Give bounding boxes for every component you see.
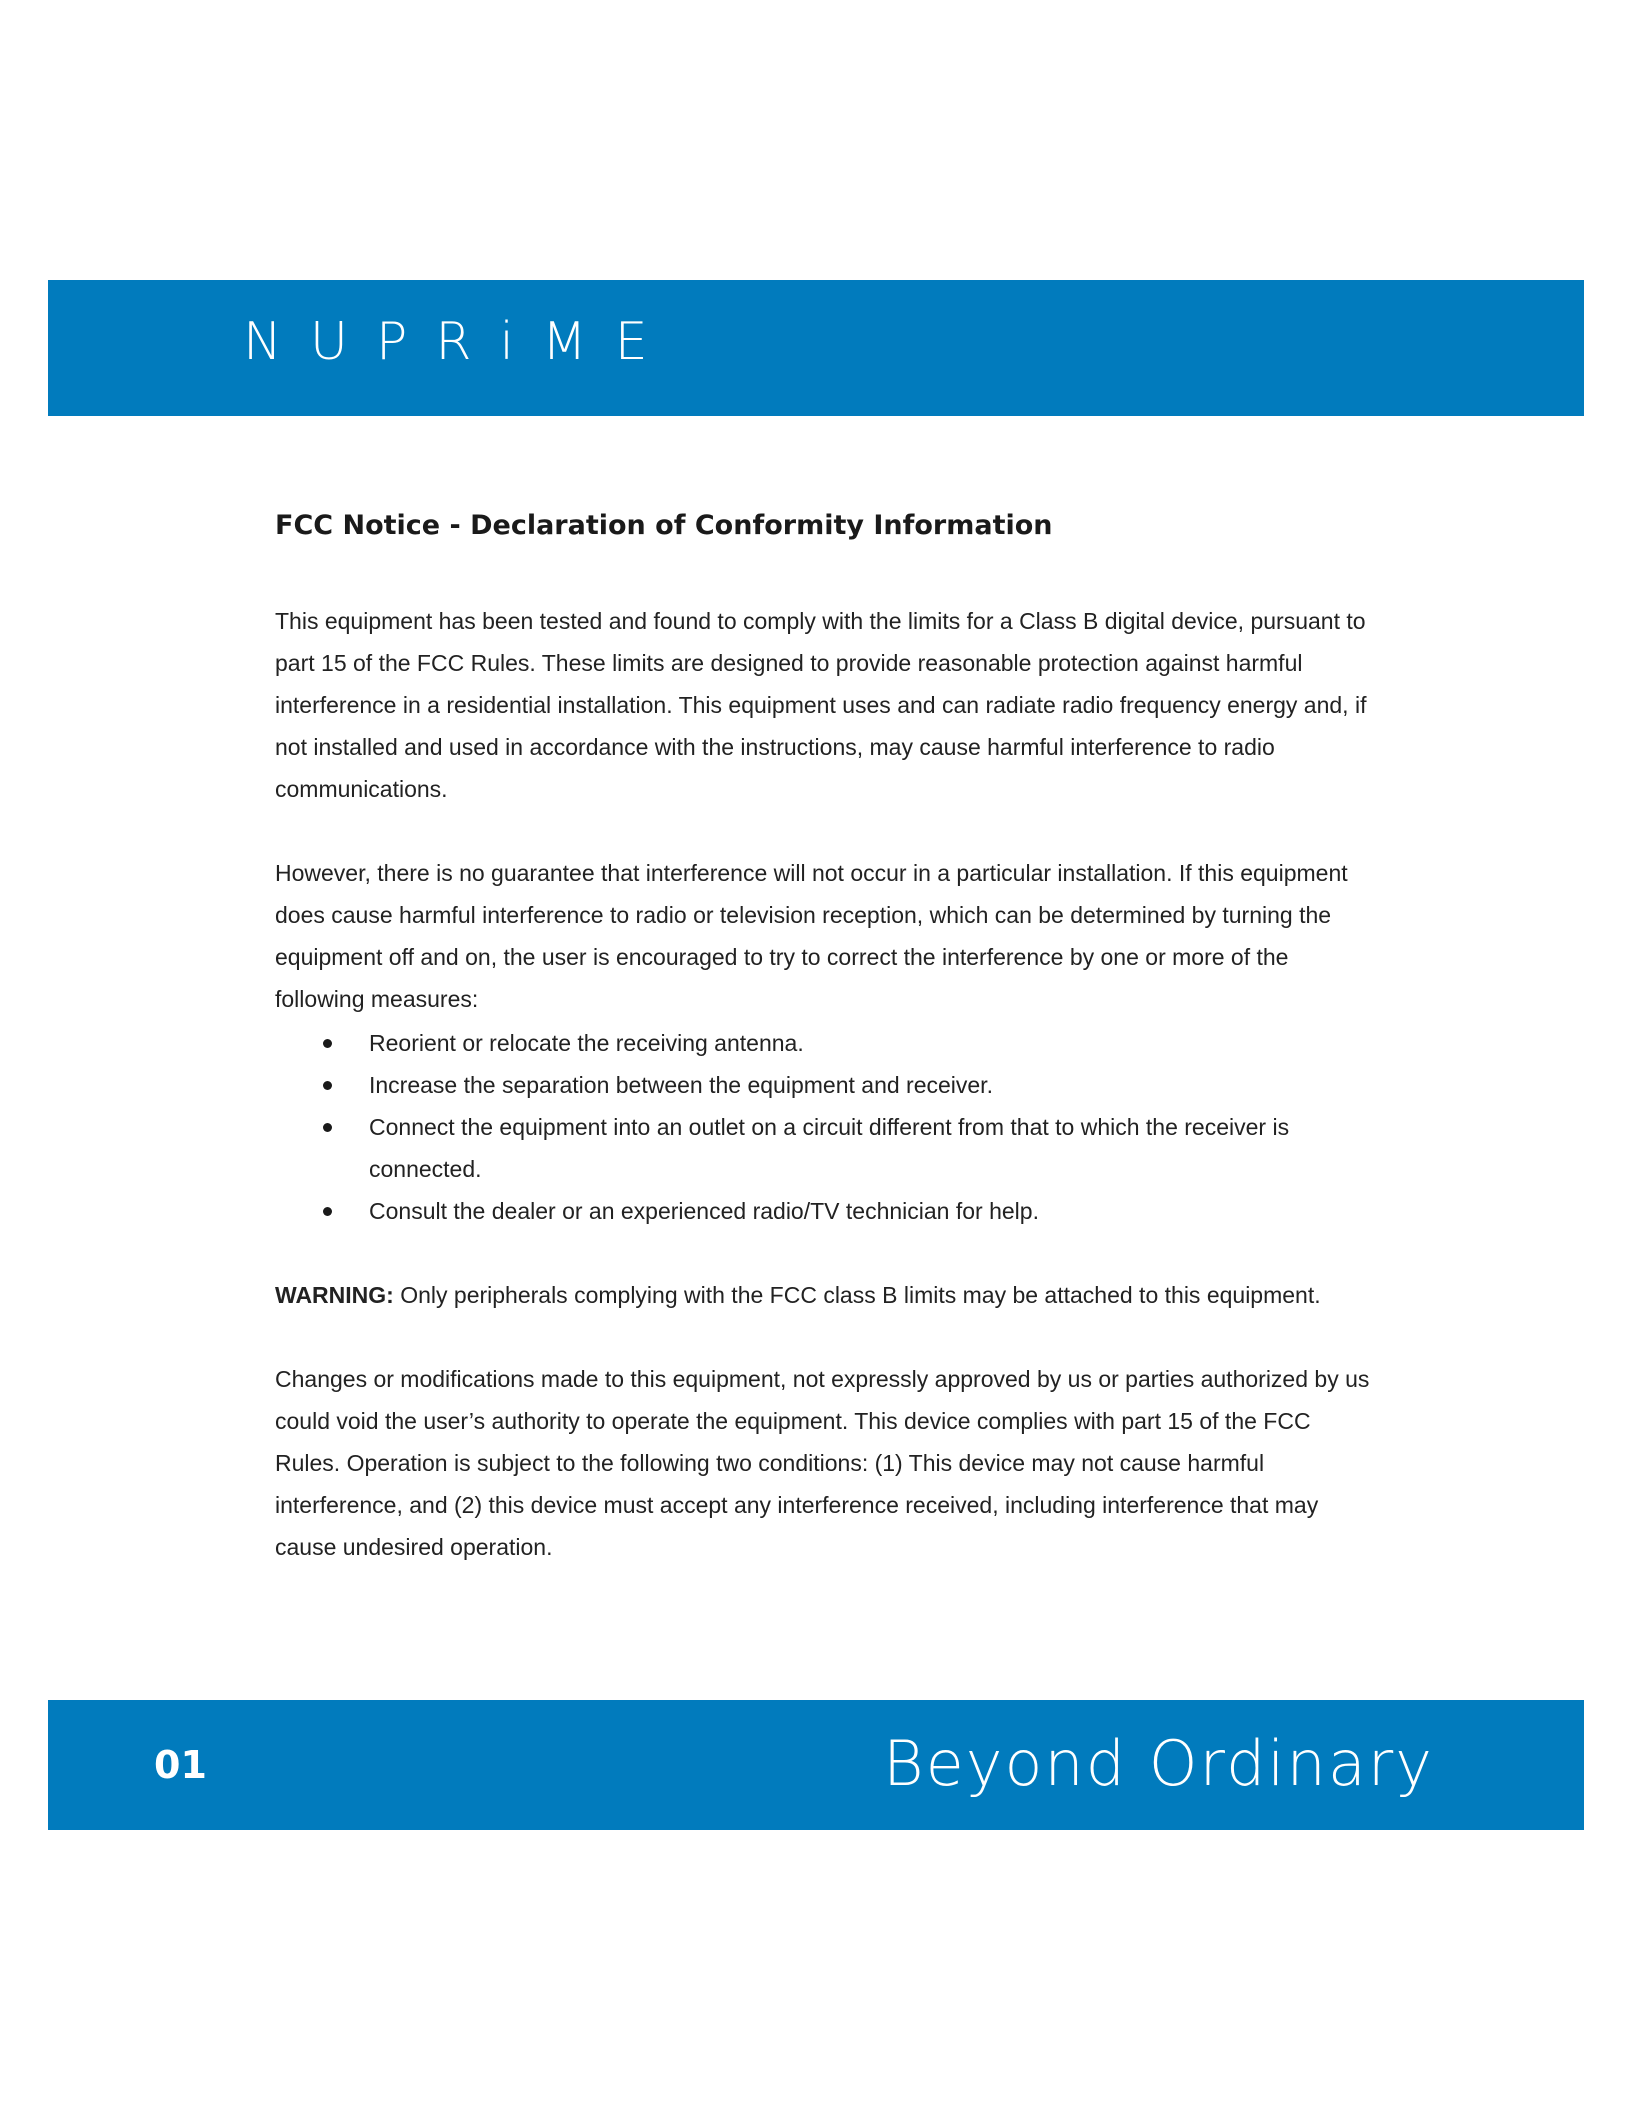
measure-text: Connect the equipment into an outlet on a circuit different from that to which the receiver is connected. bbox=[369, 1114, 1290, 1182]
header-band bbox=[48, 280, 1584, 416]
list-item bbox=[275, 1022, 1375, 1064]
paragraph-interference: However, there is no guarantee that interference will not occur in a particular installation. If this equipment does cause harmful interference to radio or television reception, which can be determined by turning the equipment off and on, the user is encouraged to try to correct the interference by one or more of the following measures: bbox=[275, 860, 1348, 1012]
bullet-icon bbox=[323, 1081, 332, 1090]
warning-text: Only peripherals complying with the FCC class B limits may be attached to this equipment. bbox=[393, 1282, 1321, 1308]
measure-text: Consult the dealer or an experienced radio/TV technician for help. bbox=[369, 1198, 1039, 1224]
warning-label: WARNING: bbox=[275, 1282, 394, 1308]
list-item bbox=[275, 1106, 1375, 1190]
tagline: Beyond Ordinary bbox=[883, 1727, 1434, 1800]
document-title: FCC Notice - Declaration of Conformity Information bbox=[275, 510, 1053, 541]
bullet-icon bbox=[323, 1207, 332, 1216]
bullet-icon bbox=[323, 1039, 332, 1048]
list-item bbox=[275, 1064, 1375, 1106]
measures-list bbox=[275, 1022, 1375, 1232]
measure-text: Reorient or relocate the receiving antenna. bbox=[369, 1030, 804, 1056]
nuprime-logo: NUPRiME bbox=[243, 312, 676, 372]
document-body bbox=[275, 500, 1375, 1610]
warning-paragraph bbox=[275, 1274, 1375, 1316]
list-item bbox=[275, 1190, 1375, 1232]
paragraph-compliance: This equipment has been tested and found to comply with the limits for a Class B digital device, pursuant to part 15 of the FCC Rules. These limits are designed to provide reasonable protection against harmful interference in a residential installation. This equipment uses and can radiate radio frequency energy and, if not installed and used in accordance with the instructions, may cause harmful interference to radio communications. bbox=[275, 608, 1367, 802]
paragraph-modifications: Changes or modifications made to this equipment, not expressly approved by us or parties authorized by us could void the user’s authority to operate the equipment. This device complies with part 15 of the FCC Rules. Operation is subject to the following two conditions: (1) This device may not cause harmful interference, and (2) this device must accept any interference received, including interference that may cause undesired operation. bbox=[275, 1366, 1370, 1560]
footer-band bbox=[48, 1700, 1584, 1830]
bullet-icon bbox=[323, 1123, 332, 1132]
measure-text: Increase the separation between the equipment and receiver. bbox=[369, 1072, 993, 1098]
page-number: 01 bbox=[154, 1743, 207, 1787]
